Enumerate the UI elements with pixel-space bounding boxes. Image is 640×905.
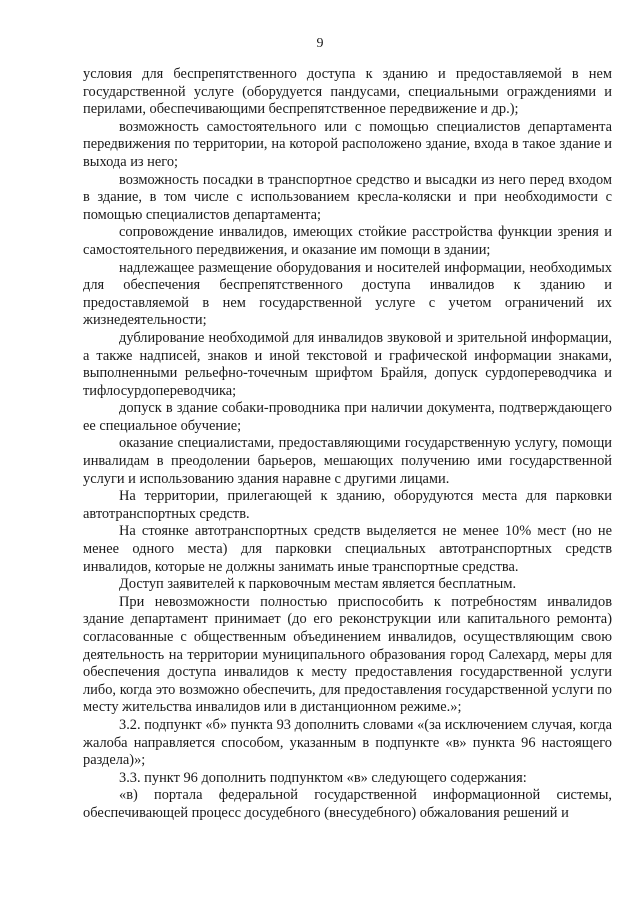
paragraph-5: надлежащее размещение оборудования и носителей информации, необходимых для обеспечения беспрепятственного доступа инвалидов к зданию и предоставляемой в нем государственной услуге с учетом ограничений их жизнедеятельности; — [83, 259, 612, 329]
paragraph-8: оказание специалистами, предоставляющими государственную услугу, помощи инвалидам в преодолении барьеров, мешающих получению ими государственной услуги и использованию здания наравне с другими лицами. — [83, 435, 612, 487]
paragraph-10: На стоянке автотранспортных средств выделяется не менее 10% мест (но не менее одного места) для парковки специальных автотранспортных средств инвалидов, которые не должны занимать иные транспортные средства. — [83, 523, 612, 575]
paragraph-2: возможность самостоятельного или с помощью специалистов департамента передвижения по территории, на которой расположено здание, входа в такое здание и выхода из него; — [83, 118, 612, 170]
paragraph-11: Доступ заявителей к парковочным местам является бесплатным. — [119, 576, 517, 593]
paragraph-12: При невозможности полностью приспособить к потребностям инвалидов здание департамент принимает (до его реконструкции или капитального ремонта) согласованные с общественным объединением инвалидов, осуществляющим свою деятельность на территории муниципального образования город Салехард, меры для обеспечения доступа инвалидов к месту предоставления государственной услуги либо, когда это возможно обеспечить, для предоставления государственной услуги по месту жительства инвалидов или в дистанционном режиме.»; — [83, 593, 612, 716]
paragraph-6: дублирование необходимой для инвалидов звуковой и зрительной информации, а также надписей, знаков и иной текстовой и графической информации знаками, выполненными рельефно-точечным шрифтом Брайля, допуск сурдопереводчика и тифлосурдопереводчика; — [83, 329, 612, 399]
paragraph-14: 3.3. пункт 96 дополнить подпунктом «в» следующего содержания: — [119, 769, 527, 786]
page-number: 9 — [316, 36, 324, 51]
paragraph-15: «в) портала федеральной государственной информационной системы, обеспечивающей процесс досудебного (внесудебного) обжалования решений и — [83, 787, 612, 821]
paragraph-1: условия для беспрепятственного доступа к зданию и предоставляемой в нем государственной услуге (оборудуется пандусами, специальными ограждениями и перилами, обеспечивающими беспрепятственное передвижение и др.); — [83, 66, 612, 118]
paragraph-3: возможность посадки в транспортное средство и высадки из него перед входом в здание, в том числе с использованием кресла-коляски и при необходимости с помощью специалистов департамента; — [83, 171, 612, 223]
paragraph-9: На территории, прилегающей к зданию, оборудуются места для парковки автотранспортных средств. — [83, 488, 612, 522]
body-text — [83, 66, 612, 823]
paragraph-13: 3.2. подпункт «б» пункта 93 дополнить словами «(за исключением случая, когда жалоба направляется способом, указанным в подпункте «в» пункта 96 настоящего раздела)»; — [83, 716, 612, 769]
paragraph-4: сопровождение инвалидов, имеющих стойкие расстройства функции зрения и самостоятельного передвижения, и оказание им помощи в здании; — [83, 224, 612, 258]
paragraph-7: допуск в здание собаки-проводника при наличии документа, подтверждающего ее специальное обучение; — [83, 400, 612, 434]
